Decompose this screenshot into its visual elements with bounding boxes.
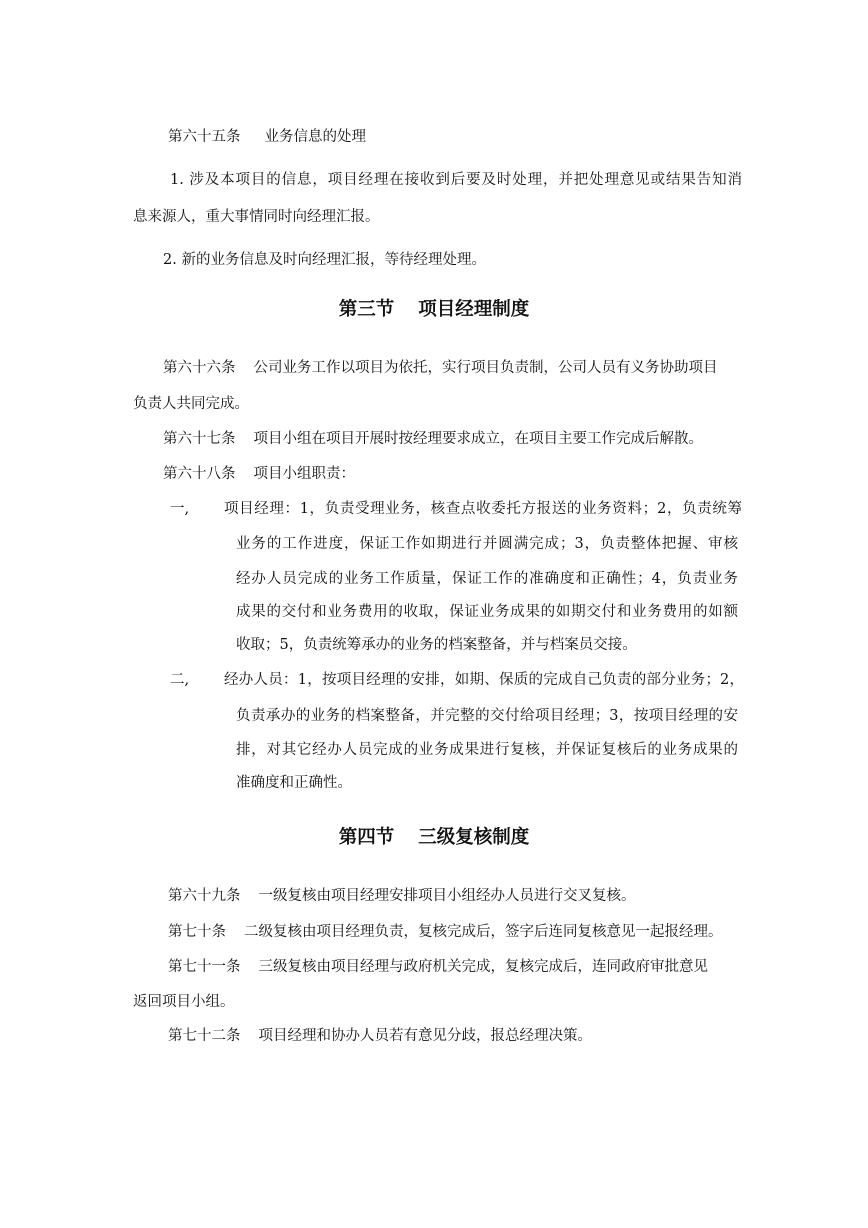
- article-67-number: 第六十七条: [163, 431, 236, 447]
- article-65-item-2: 2. 新的业务信息及时向经理汇报，等待经理处理。: [163, 252, 486, 268]
- article-70-text: 二级复核由项目经理负责，复核完成后，签字后连同复核意见一起报经理。: [244, 924, 723, 940]
- item-1-line-2: 业务的工作进度，保证工作如期进行并圆满完成；3，负责整体把握、审核: [236, 536, 738, 552]
- item-2-line-3: 排，对其它经办人员完成的业务成果进行复核，并保证复核后的业务成果的: [236, 742, 738, 758]
- article-66-line-1: [163, 358, 718, 378]
- section-3-heading: [0, 298, 868, 322]
- article-69-number: 第六十九条: [168, 888, 241, 904]
- article-70-number: 第七十条: [168, 924, 226, 940]
- article-65-item-1-line-2: 息来源人，重大事情同时向经理汇报。: [133, 209, 380, 225]
- item-1-line-3: 经办人员完成的业务工作质量，保证工作的准确度和正确性；4，负责业务: [236, 571, 738, 587]
- article-72-text: 项目经理和协办人员若有意见分歧，报总经理决策。: [258, 1028, 592, 1044]
- section-3-title: 项目经理制度: [418, 299, 530, 320]
- article-72: [168, 1026, 592, 1046]
- item-1-line-5: 收取；5，负责统筹承办的业务的档案整备，并与档案员交接。: [236, 637, 637, 653]
- article-65-heading: [168, 127, 366, 147]
- item-2-line-4: 准确度和正确性。: [236, 775, 352, 791]
- article-67: [163, 429, 703, 449]
- article-67-text: 项目小组在项目开展时按经理要求成立，在项目主要工作完成后解散。: [253, 431, 703, 447]
- article-66-number: 第六十六条: [163, 360, 236, 376]
- item-1-line-1: 项目经理：1，负责受理业务，核查点收委托方报送的业务资料；2，负责统筹: [224, 501, 742, 517]
- section-3-number: 第三节: [338, 299, 395, 320]
- article-65-item-1-line-1: 1. 涉及本项目的信息，项目经理在接收到后要及时处理，并把处理意见或结果告知消: [170, 172, 742, 188]
- section-4-title: 三级复核制度: [418, 827, 530, 848]
- article-71-line-2: 返回项目小组。: [133, 994, 235, 1010]
- item-2-line-2: 负责承办的业务的档案整备，并完整的交付给项目经理；3，按项目经理的安: [236, 708, 738, 724]
- article-69-text: 一级复核由项目经理安排项目小组经办人员进行交叉复核。: [258, 888, 636, 904]
- article-69: [168, 886, 636, 906]
- article-72-number: 第七十二条: [168, 1028, 241, 1044]
- item-2-line-1: 经办人员：1，按项目经理的安排，如期、保质的完成自己负责的部分业务；2，: [224, 672, 744, 688]
- article-71-text-1: 三级复核由项目经理与政府机关完成，复核完成后，连同政府审批意见: [258, 959, 708, 975]
- article-66-line-2: 负责人共同完成。: [133, 396, 249, 412]
- article-68-number: 第六十八条: [163, 466, 236, 482]
- article-65-number: 第六十五条: [168, 129, 241, 145]
- section-4-heading: [0, 826, 868, 850]
- article-68-text: 项目小组职责：: [253, 466, 355, 482]
- article-68: [163, 464, 355, 484]
- item-2-marker: 二,: [170, 672, 190, 688]
- article-65-title: 业务信息的处理: [264, 129, 366, 145]
- article-66-text-1: 公司业务工作以项目为依托，实行项目负责制，公司人员有义务协助项目: [253, 360, 718, 376]
- section-4-number: 第四节: [338, 827, 395, 848]
- article-71-number: 第七十一条: [168, 959, 241, 975]
- article-70: [168, 922, 723, 942]
- item-1-marker: 一,: [170, 501, 190, 517]
- item-1-line-4: 成果的交付和业务费用的收取，保证业务成果的如期交付和业务费用的如额: [236, 604, 738, 620]
- article-71-line-1: [168, 957, 708, 977]
